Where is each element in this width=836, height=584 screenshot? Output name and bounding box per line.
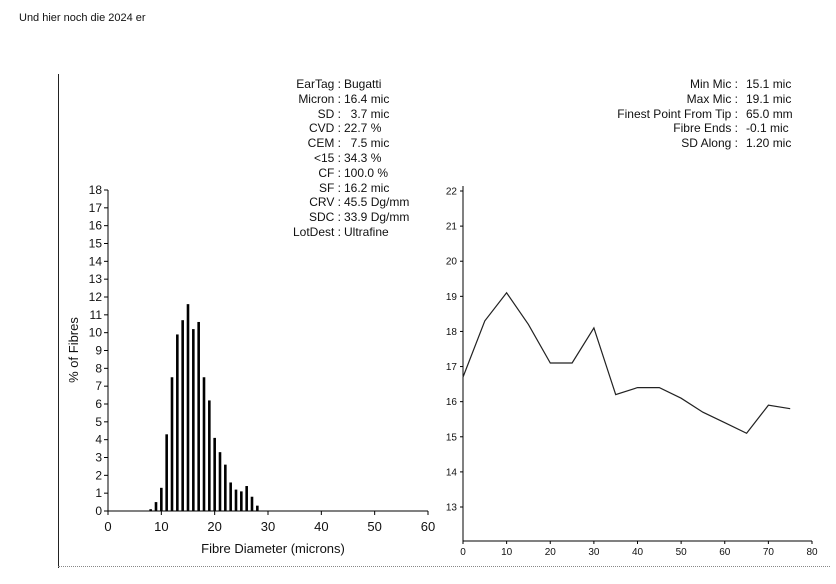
- stat-left-value: 100.0 %: [344, 165, 389, 180]
- stat-left-value: 16.4 mic: [344, 91, 390, 106]
- histogram-y-tick-label: 9: [95, 343, 102, 358]
- histogram-y-tick-label: 0: [95, 504, 102, 518]
- stat-right-label: Finest Point From Tip :: [617, 106, 738, 121]
- profile-y-tick-label: 17: [445, 362, 457, 374]
- histogram-x-tick-label: 0: [104, 519, 112, 534]
- stat-left-label: SF :: [318, 180, 341, 195]
- histogram-bar: [171, 377, 174, 511]
- stat-left-label: CF :: [318, 165, 341, 180]
- stat-right-label: Fibre Ends :: [673, 121, 738, 136]
- stat-left-value: 33.9 Dg/mm: [344, 210, 410, 225]
- histogram-bar: [176, 334, 179, 511]
- profile-y-tick-label: 15: [445, 432, 457, 444]
- histogram-bar: [219, 452, 222, 511]
- histogram-x-tick-label: 60: [420, 519, 436, 534]
- caption-text: Und hier noch die 2024 er: [19, 12, 146, 24]
- stat-right-value: -0.1 mic: [746, 121, 789, 136]
- histogram-y-tick-label: 18: [88, 183, 102, 197]
- histogram-x-tick-label: 30: [260, 519, 276, 534]
- profile-y-tick-label: 22: [445, 186, 457, 198]
- histogram-x-tick-label: 20: [207, 519, 222, 534]
- profile-x-tick-label: 80: [806, 547, 818, 558]
- histogram-y-tick-label: 12: [88, 290, 102, 304]
- histogram-y-tick-label: 17: [88, 200, 102, 215]
- histogram-y-tick-label: 1: [95, 486, 102, 501]
- histogram-y-tick-label: 4: [95, 432, 102, 447]
- histogram-y-label: % of Fibres: [66, 317, 81, 383]
- histogram-bar: [213, 438, 216, 511]
- stat-right-value: 65.0 mm: [746, 106, 793, 121]
- stat-left-value: 34.3 %: [344, 150, 382, 165]
- stat-left-label: CRV :: [309, 195, 341, 210]
- histogram-bar: [149, 509, 152, 511]
- histogram-bar: [245, 486, 248, 511]
- stat-left-label: EarTag :: [296, 77, 341, 91]
- profile-x-tick-label: 40: [631, 547, 644, 558]
- stat-left-value: 3.7 mic: [344, 106, 390, 121]
- profile-y-tick-label: 14: [445, 467, 457, 479]
- profile-y-tick-label: 20: [445, 256, 457, 268]
- histogram-bar: [192, 329, 195, 511]
- histogram-x-tick-label: 10: [154, 519, 169, 534]
- histogram-bar: [229, 482, 232, 511]
- histogram-bar: [165, 434, 168, 511]
- histogram-y-tick-label: 2: [95, 468, 102, 483]
- stat-right-value: 1.20 mic: [746, 136, 792, 151]
- histogram-y-tick-label: 7: [95, 379, 102, 394]
- histogram-bar: [224, 465, 227, 511]
- profile-x-tick-label: 70: [762, 547, 774, 558]
- histogram-y-tick-label: 5: [95, 414, 102, 429]
- profile-x-tick-label: 20: [544, 547, 556, 558]
- histogram-bar: [155, 502, 158, 511]
- histogram-bar: [256, 506, 259, 511]
- stat-right-value: 15.1 mic: [746, 77, 792, 91]
- histogram-y-tick-label: 8: [95, 361, 102, 376]
- stat-left-value: 45.5 Dg/mm: [344, 195, 410, 210]
- histogram-y-tick-label: 3: [95, 450, 102, 465]
- histogram-bar: [187, 304, 190, 511]
- stat-right-value: 19.1 mic: [746, 91, 792, 106]
- histogram-y-tick-label: 16: [88, 218, 102, 233]
- profile-x-tick-label: 60: [719, 547, 731, 558]
- stat-left-label: SD :: [317, 106, 341, 121]
- stat-left-label: <15 :: [313, 150, 341, 165]
- histogram-x-label: Fibre Diameter (microns): [201, 541, 345, 556]
- stat-right-label: SD Along :: [681, 136, 738, 151]
- profile-y-tick-label: 19: [445, 291, 457, 303]
- histogram-y-tick-label: 10: [88, 325, 102, 340]
- histogram-y-tick-label: 13: [88, 272, 102, 287]
- histogram-bar: [197, 322, 200, 511]
- profile-x-tick-label: 50: [675, 547, 687, 558]
- stat-left-value: 22.7 %: [344, 121, 382, 136]
- stat-left-value: 7.5 mic: [344, 136, 390, 151]
- stat-left-value: 16.2 mic: [344, 180, 390, 195]
- histogram-x-tick-label: 50: [367, 519, 382, 534]
- profile-x-tick-label: 0: [460, 547, 466, 558]
- profile-y-tick-label: 18: [445, 326, 457, 338]
- stat-right-label: Min Mic :: [690, 77, 738, 91]
- histogram-bar: [208, 400, 211, 511]
- stat-left-value: Ultrafine: [344, 224, 389, 239]
- histogram-bar: [160, 488, 163, 511]
- histogram-bar: [251, 497, 254, 511]
- histogram-bar: [235, 490, 238, 511]
- stat-right-label: Max Mic :: [686, 91, 738, 106]
- stat-left-label: Micron :: [298, 91, 341, 106]
- profile-x-tick-label: 30: [588, 547, 600, 558]
- histogram-x-tick-label: 40: [314, 519, 329, 534]
- profile-y-tick-label: 13: [445, 502, 457, 514]
- stat-left-value: Bugatti: [344, 77, 382, 91]
- histogram-bar: [181, 320, 184, 511]
- histogram-bar: [240, 491, 243, 511]
- profile-x-tick-label: 10: [501, 547, 513, 558]
- stat-left-label: CEM :: [307, 136, 341, 151]
- stat-left-label: CVD :: [308, 121, 341, 136]
- histogram-y-tick-label: 14: [88, 254, 102, 269]
- histogram-y-tick-label: 6: [95, 397, 102, 411]
- profile-y-tick-label: 16: [445, 397, 457, 409]
- histogram-y-tick-label: 11: [89, 307, 102, 322]
- histogram-y-tick-label: 15: [88, 236, 102, 251]
- stat-left-label: LotDest :: [292, 224, 341, 239]
- histogram-bar: [203, 377, 206, 511]
- stat-left-label: SDC :: [308, 210, 341, 225]
- profile-y-tick-label: 21: [445, 221, 457, 233]
